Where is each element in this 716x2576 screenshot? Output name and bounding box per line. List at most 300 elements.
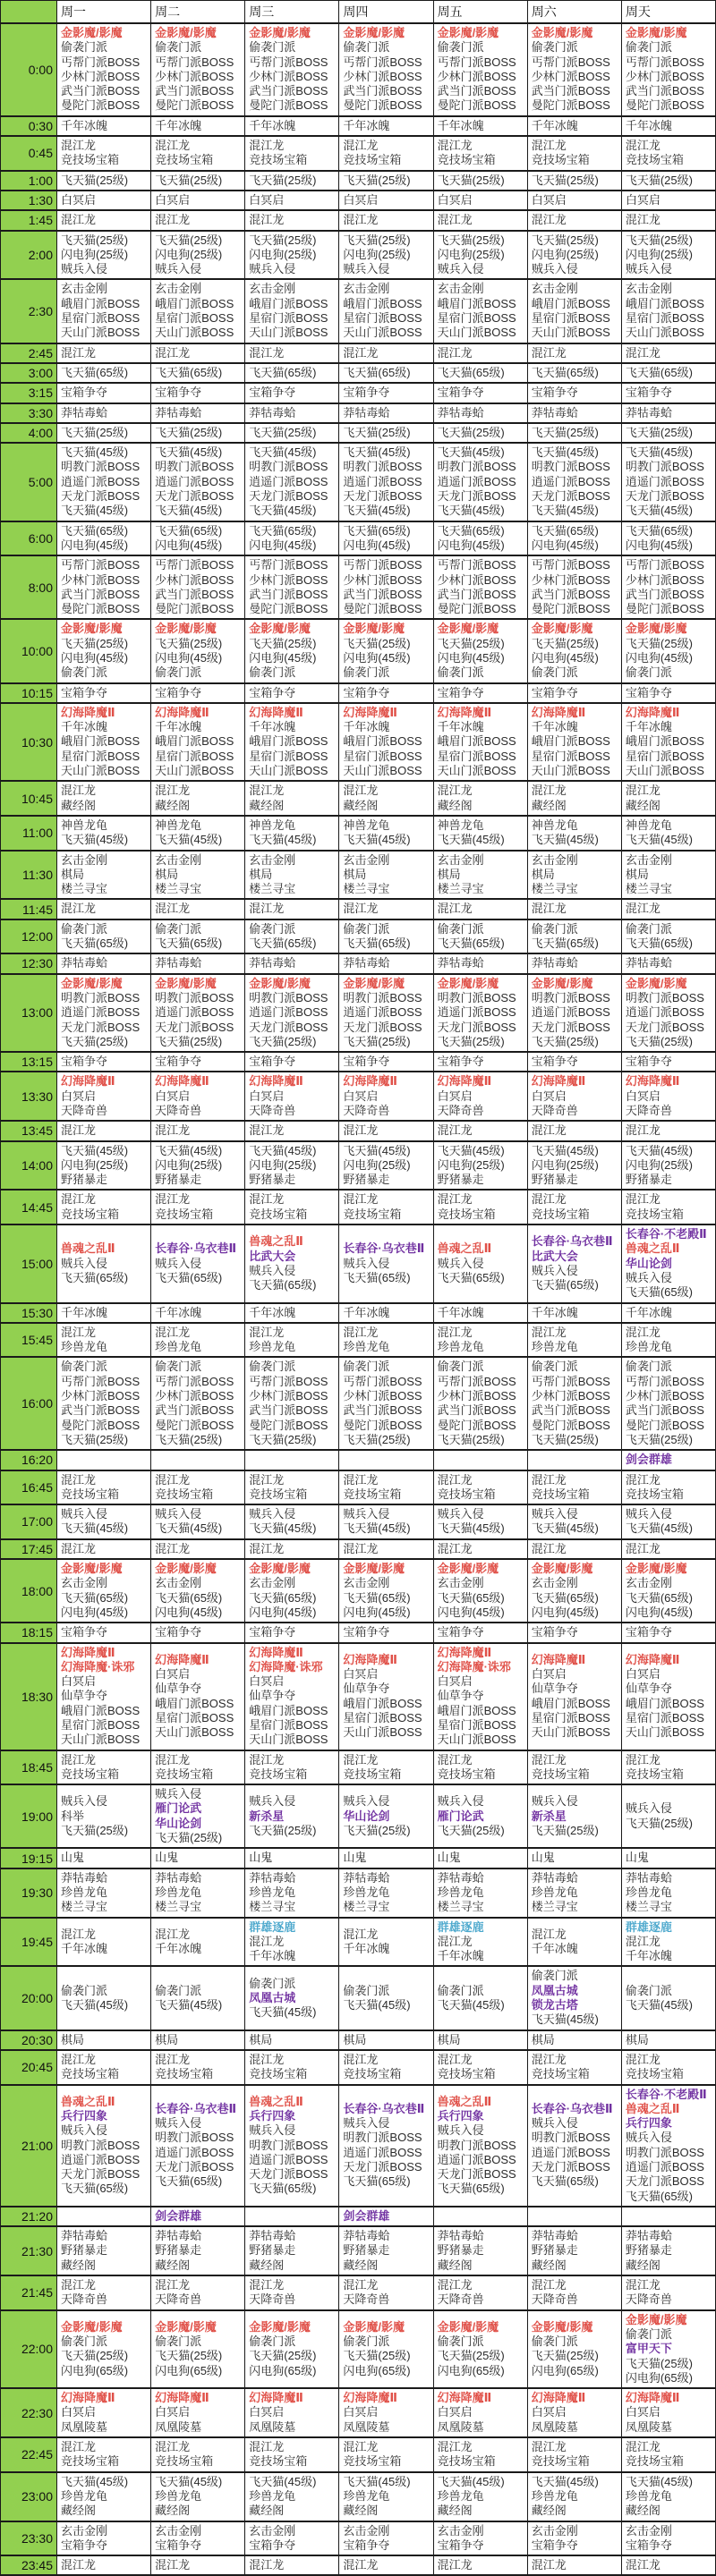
time-cell: 17:45 (1, 1540, 56, 1558)
event-line: 飞天猫(25级) (437, 233, 505, 247)
event-line: 竞技场宝箱 (343, 1207, 402, 1221)
event-line: 野猪暴走 (437, 1173, 484, 1187)
event-line: 逍遥门派BOSS (437, 1005, 516, 1020)
event-line: 飞天猫(45级) (437, 1998, 505, 2012)
event-line: 混江龙 (531, 1325, 567, 1339)
event-line: 玄击金刚 (249, 282, 296, 296)
event-line: 莽牯毒蛤 (155, 956, 202, 970)
event-line: 竞技场宝箱 (343, 2067, 402, 2081)
event-line: 明教门派BOSS (155, 2131, 234, 2145)
time-cell: 18:00 (1, 1560, 56, 1622)
event-line: 楼兰寻宝 (61, 1900, 108, 1914)
event-line: 逍遥门派BOSS (437, 2152, 516, 2166)
event-line: 飞天猫(25级) (343, 1823, 411, 1837)
event-cell (527, 1751, 621, 1784)
event-line: 飞天猫(45级) (249, 2474, 317, 2488)
event-line: 金影魔/影魔 (531, 1562, 593, 1576)
event-cell (527, 1849, 621, 1867)
event-line: 棋局 (249, 2032, 273, 2046)
event-cell (244, 1540, 338, 1558)
event-cell (244, 852, 338, 899)
event-cell (56, 620, 150, 682)
event-line: 逍遥门派BOSS (531, 2145, 610, 2159)
event-line: 混江龙 (437, 2278, 473, 2292)
event-cell (150, 900, 244, 918)
event-line: 闪电狗(25级) (343, 1157, 411, 1172)
event-line: 飞天猫(65级) (343, 1270, 411, 1284)
event-line: 白冥启 (531, 192, 567, 207)
event-line: 峨眉门派BOSS (155, 296, 234, 310)
event-line: 偷袭门派 (343, 921, 390, 936)
event-line: 金影魔/影魔 (625, 1562, 687, 1576)
event-cell (244, 424, 338, 442)
time-cell: 8:00 (1, 556, 56, 618)
event-line: 飞天猫(25级) (343, 2349, 411, 2363)
event-cell (527, 1471, 621, 1504)
event-line: 棋局 (249, 867, 273, 881)
event-line: 混江龙 (249, 345, 285, 360)
event-line: 飞天猫(25级) (625, 1432, 693, 1446)
event-line: 闪电狗(45级) (249, 650, 317, 665)
event-line: 藏经阁 (343, 798, 379, 812)
event-line: 混江龙 (61, 2278, 97, 2292)
event-line: 宝箱争夺 (61, 1055, 108, 1069)
event-line: 金影魔/影魔 (531, 622, 593, 636)
event-cell (244, 2473, 338, 2521)
event-cell (621, 2438, 715, 2471)
event-line: 华山论剑 (343, 1809, 390, 1823)
event-line: 贼兵入侵 (437, 262, 484, 276)
event-line: 白冥启 (249, 1674, 285, 1689)
event-line: 千年冰魄 (249, 1949, 296, 1963)
event-line: 星宿门派BOSS (61, 1717, 141, 1732)
event-cell (621, 2031, 715, 2049)
event-line: 天山门派BOSS (155, 326, 234, 340)
event-line: 群雄逐鹿 (625, 1919, 672, 1934)
event-line: 玄击金刚 (437, 852, 484, 867)
time-cell: 10:30 (1, 704, 56, 780)
event-line: 天龙门派BOSS (625, 489, 704, 504)
event-line: 星宿门派BOSS (625, 749, 704, 763)
event-cell (150, 2031, 244, 2049)
event-line: 飞天猫(25级) (155, 636, 223, 650)
event-line: 混江龙 (437, 784, 473, 798)
event-cell (150, 2473, 244, 2521)
event-line: 天龙门派BOSS (437, 1020, 516, 1034)
event-line: 飞天猫(65级) (343, 365, 411, 379)
event-line: 贼兵入侵 (61, 1507, 108, 1521)
event-line: 混江龙 (437, 213, 473, 227)
event-line: 玄击金刚 (155, 282, 202, 296)
event-line: 混江龙 (249, 1192, 285, 1207)
event-line: 竞技场宝箱 (531, 1207, 590, 1221)
event-cell (244, 954, 338, 972)
event-line: 混江龙 (343, 1123, 379, 1138)
time-cell: 2:00 (1, 232, 56, 279)
event-line: 峨眉门派BOSS (437, 734, 516, 749)
event-line: 武当门派BOSS (531, 587, 610, 601)
corner-cell (1, 1, 56, 22)
event-line: 贼兵入侵 (625, 1270, 672, 1284)
event-line: 混江龙 (249, 1541, 285, 1555)
event-line: 宝箱争夺 (437, 1055, 484, 1069)
event-line: 混江龙 (625, 2558, 661, 2572)
event-line: 混江龙 (343, 139, 379, 153)
event-line: 雁门论武 (155, 1801, 202, 1816)
event-line: 金影魔/影魔 (437, 1562, 499, 1576)
event-cell (150, 975, 244, 1051)
event-line: 贼兵入侵 (625, 1801, 672, 1816)
day-header-label: 周二 (155, 4, 181, 19)
event-cell (433, 684, 527, 702)
event-line: 玄击金刚 (343, 852, 390, 867)
day-header-5 (433, 1, 527, 22)
schedule-row-13-45 (1, 1122, 715, 1141)
event-cell (150, 1358, 244, 1449)
event-cell (338, 1785, 432, 1847)
event-line: 混江龙 (61, 1192, 97, 1207)
event-line: 白冥启 (531, 2405, 567, 2419)
event-line: 少林门派BOSS (531, 572, 610, 587)
event-cell (621, 556, 715, 618)
event-cell (433, 1849, 527, 1867)
event-line: 白冥启 (437, 1089, 473, 1103)
event-cell (150, 2556, 244, 2574)
event-cell (338, 1919, 432, 1966)
time-cell: 14:45 (1, 1191, 56, 1224)
schedule-row-11-00 (1, 817, 715, 852)
event-line: 竞技场宝箱 (437, 1487, 496, 1501)
event-line: 飞天猫(25级) (343, 636, 411, 650)
event-line: 少林门派BOSS (343, 572, 422, 587)
event-line: 偷袭门派 (531, 921, 578, 936)
event-line: 飞天猫(65级) (343, 2174, 411, 2189)
event-cell (56, 2207, 150, 2225)
event-cell (527, 344, 621, 362)
event-line: 丐帮门派BOSS (437, 55, 516, 69)
schedule-row-23-30 (1, 2522, 715, 2557)
event-line: 武当门派BOSS (155, 587, 234, 601)
event-line: 少林门派BOSS (625, 1389, 704, 1403)
event-line: 天龙门派BOSS (155, 489, 234, 504)
event-line: 白冥启 (61, 192, 97, 207)
event-cell (56, 344, 150, 362)
event-cell (56, 704, 150, 780)
event-line: 逍遥门派BOSS (249, 2152, 328, 2166)
event-line: 藏经阁 (531, 2504, 567, 2518)
event-line: 幻海降魔Ⅱ (437, 1645, 492, 1659)
event-line: 星宿门派BOSS (437, 311, 516, 326)
event-cell (338, 137, 432, 170)
time-cell: 10:00 (1, 620, 56, 682)
event-line: 丐帮门派BOSS (437, 558, 516, 572)
event-line: 混江龙 (437, 1752, 473, 1767)
event-cell (621, 1505, 715, 1538)
event-line: 千年冰魄 (61, 1305, 108, 1319)
event-line: 竞技场宝箱 (343, 2454, 402, 2469)
time-cell: 2:45 (1, 344, 56, 362)
event-line: 天龙门派BOSS (343, 489, 422, 504)
event-cell (527, 2438, 621, 2471)
event-line: 棋局 (61, 867, 85, 881)
event-line: 丐帮门派BOSS (437, 1374, 516, 1388)
event-line: 逍遥门派BOSS (531, 1005, 610, 1020)
event-line: 楼兰寻宝 (531, 882, 578, 896)
event-line: 竞技场宝箱 (625, 1207, 684, 1221)
event-line: 武当门派BOSS (155, 84, 234, 98)
event-cell (56, 1623, 150, 1641)
event-line: 金影魔/影魔 (437, 622, 499, 636)
event-line: 金影魔/影魔 (249, 622, 311, 636)
time-cell: 6:00 (1, 522, 56, 555)
event-cell (338, 1122, 432, 1140)
time-cell: 13:15 (1, 1053, 56, 1071)
event-line: 飞天猫(25级) (61, 425, 129, 439)
event-cell (150, 556, 244, 618)
event-cell (527, 232, 621, 279)
event-line: 混江龙 (531, 2440, 567, 2454)
event-line: 闪电狗(45级) (343, 1605, 411, 1619)
event-line: 天龙门派BOSS (625, 2174, 704, 2189)
event-line: 武当门派BOSS (437, 587, 516, 601)
event-line: 金影魔/影魔 (437, 26, 499, 39)
event-line: 竞技场宝箱 (625, 2454, 684, 2469)
event-line: 混江龙 (249, 2052, 285, 2066)
event-line: 莽牯毒蛤 (249, 405, 296, 419)
event-cell (527, 1225, 621, 1301)
event-line: 飞天猫(25级) (343, 173, 411, 187)
event-line: 幻海降魔Ⅱ (437, 1074, 492, 1089)
event-line: 贼兵入侵 (155, 262, 202, 276)
event-line: 偷袭门派 (61, 921, 108, 936)
event-line: 偷袭门派 (625, 2326, 672, 2341)
event-line: 飞天猫(25级) (437, 425, 505, 439)
time-cell: 23:00 (1, 2473, 56, 2521)
event-line: 莽牯毒蛤 (531, 1870, 578, 1885)
event-line: 神兽龙龟 (343, 818, 390, 832)
event-line: 逍遥门派BOSS (249, 474, 328, 488)
schedule-row-3-30 (1, 404, 715, 424)
event-line: 明教门派BOSS (625, 990, 704, 1004)
event-line: 珍兽龙龟 (155, 1885, 202, 1899)
event-line: 竞技场宝箱 (61, 1487, 120, 1501)
event-line: 莽牯毒蛤 (155, 405, 202, 419)
event-line: 贼兵入侵 (155, 1507, 202, 1521)
event-line: 混江龙 (531, 345, 567, 360)
event-line: 飞天猫(65级) (343, 936, 411, 951)
event-line: 武当门派BOSS (437, 1403, 516, 1418)
event-cell (56, 1072, 150, 1120)
event-line: 偷袭门派 (249, 1360, 296, 1374)
event-line: 混江龙 (531, 2278, 567, 2292)
event-line: 丐帮门派BOSS (343, 1374, 422, 1388)
event-line: 飞天猫(45级) (155, 504, 223, 518)
event-line: 星宿门派BOSS (343, 749, 422, 763)
event-line: 神兽龙龟 (625, 818, 672, 832)
event-line: 少林门派BOSS (61, 572, 141, 587)
event-cell (244, 344, 338, 362)
event-cell (338, 1191, 432, 1224)
event-line: 武当门派BOSS (249, 84, 328, 98)
time-cell: 3:15 (1, 384, 56, 402)
event-cell (150, 704, 244, 780)
event-line: 混江龙 (249, 213, 285, 227)
event-cell (433, 920, 527, 953)
event-line: 莽牯毒蛤 (625, 956, 672, 970)
event-line: 棋局 (531, 867, 555, 881)
event-cell (433, 900, 527, 918)
event-line: 明教门派BOSS (61, 990, 141, 1004)
event-line: 峨眉门派BOSS (625, 296, 704, 310)
event-line: 珍兽龙龟 (61, 1340, 108, 1354)
event-line: 野猪暴走 (61, 1173, 108, 1187)
event-line: 天山门派BOSS (343, 1725, 422, 1740)
event-line: 星宿门派BOSS (249, 1717, 328, 1732)
event-line: 玄击金刚 (625, 2523, 672, 2538)
event-cell (150, 1225, 244, 1301)
event-line: 偷袭门派 (343, 665, 390, 680)
event-line: 飞天猫(65级) (155, 936, 223, 951)
event-cell (56, 2276, 150, 2309)
event-line: 贼兵入侵 (61, 1794, 108, 1809)
event-line: 曼陀门派BOSS (437, 1418, 516, 1432)
event-line: 山鬼 (343, 1851, 367, 1865)
event-line: 飞天猫(25级) (437, 636, 505, 650)
event-cell (433, 364, 527, 382)
event-line: 峨眉门派BOSS (61, 296, 141, 310)
schedule-row-23-00 (1, 2473, 715, 2522)
event-line: 天龙门派BOSS (625, 1020, 704, 1034)
event-line: 宝箱争夺 (343, 386, 390, 400)
event-line: 曼陀门派BOSS (249, 602, 328, 616)
event-line: 天山门派BOSS (155, 764, 234, 778)
event-line: 藏经阁 (249, 2258, 285, 2272)
schedule-row-10-45 (1, 782, 715, 817)
event-cell (150, 211, 244, 229)
event-line: 宝箱争夺 (625, 386, 672, 400)
event-line: 飞天猫(65级) (437, 1590, 505, 1605)
event-cell (338, 191, 432, 209)
event-line: 棋局 (343, 867, 367, 881)
event-line: 飞天猫(45级) (155, 1998, 223, 2012)
event-line: 飞天猫(45级) (155, 445, 223, 460)
event-line: 飞天猫(65级) (343, 523, 411, 538)
schedule-row-16-45 (1, 1471, 715, 1506)
event-line: 飞天猫(65级) (625, 523, 693, 538)
event-line: 混江龙 (61, 784, 97, 798)
event-line: 白冥启 (343, 192, 379, 207)
event-line: 千年冰魄 (155, 720, 202, 734)
event-cell (433, 2556, 527, 2574)
event-cell (150, 364, 244, 382)
event-line: 飞天猫(45级) (343, 2474, 411, 2488)
event-cell (338, 1751, 432, 1784)
event-line: 混江龙 (625, 2052, 661, 2066)
schedule-row-18-00 (1, 1560, 715, 1623)
event-line: 天龙门派BOSS (437, 2167, 516, 2182)
day-header-label: 周一 (61, 4, 86, 19)
event-line: 山鬼 (437, 1851, 461, 1865)
event-cell (56, 2311, 150, 2387)
event-line: 贼兵入侵 (437, 1507, 484, 1521)
event-line: 天龙门派BOSS (249, 489, 328, 504)
event-line: 玄击金刚 (343, 1576, 390, 1590)
event-cell (244, 900, 338, 918)
event-line: 少林门派BOSS (155, 69, 234, 83)
event-cell (338, 2051, 432, 2084)
event-line: 竞技场宝箱 (625, 153, 684, 167)
event-line: 白冥启 (343, 1666, 379, 1681)
event-cell (244, 1505, 338, 1538)
event-line: 明教门派BOSS (249, 2138, 328, 2152)
event-cell (433, 172, 527, 190)
event-cell (56, 852, 150, 899)
event-cell (150, 2276, 244, 2309)
event-cell (621, 1358, 715, 1449)
event-line: 富甲天下 (625, 2342, 672, 2356)
event-cell (621, 2051, 715, 2084)
event-line: 金影魔/影魔 (343, 976, 405, 990)
event-cell (621, 117, 715, 135)
event-cell (150, 620, 244, 682)
event-line: 贼兵入侵 (343, 1507, 390, 1521)
event-line: 峨眉门派BOSS (61, 1703, 141, 1717)
event-cell (433, 852, 527, 899)
event-line: 闪电狗(45级) (249, 538, 317, 552)
time-cell: 19:00 (1, 1785, 56, 1847)
event-line: 天龙门派BOSS (61, 489, 141, 504)
event-cell (433, 1142, 527, 1190)
event-line: 混江龙 (437, 1123, 473, 1138)
event-cell (244, 1560, 338, 1622)
event-line: 混江龙 (155, 2558, 191, 2572)
event-line: 丐帮门派BOSS (61, 558, 141, 572)
event-line: 华山论剑 (625, 1256, 672, 1270)
event-line: 丐帮门派BOSS (531, 55, 610, 69)
event-line: 金影魔/影魔 (625, 622, 687, 636)
event-line: 天山门派BOSS (625, 326, 704, 340)
event-cell (621, 1560, 715, 1622)
event-line: 偷袭门派 (249, 921, 296, 936)
event-line: 曼陀门派BOSS (531, 1418, 610, 1432)
event-line: 飞天猫(45级) (343, 1143, 411, 1157)
event-line: 飞天猫(65级) (61, 936, 129, 951)
event-cell (621, 684, 715, 702)
event-line: 混江龙 (343, 2052, 379, 2066)
event-line: 兽魂之乱Ⅱ (437, 2094, 492, 2108)
event-line: 贼兵入侵 (437, 1256, 484, 1270)
event-cell (621, 384, 715, 402)
schedule-row-22-45 (1, 2438, 715, 2473)
event-cell (150, 1644, 244, 1750)
event-cell (433, 1304, 527, 1322)
schedule-row-13-15 (1, 1053, 715, 1072)
event-line: 竞技场宝箱 (249, 2067, 308, 2081)
event-cell (338, 172, 432, 190)
event-cell (150, 384, 244, 402)
event-line: 逍遥门派BOSS (61, 1005, 141, 1020)
event-cell (433, 1540, 527, 1558)
event-line: 混江龙 (531, 2558, 567, 2572)
time-cell: 17:00 (1, 1505, 56, 1538)
event-line: 天龙门派BOSS (249, 1020, 328, 1034)
event-cell (338, 344, 432, 362)
event-line: 白冥启 (625, 1666, 661, 1681)
event-cell (150, 280, 244, 342)
event-line: 飞天猫(25级) (155, 425, 223, 439)
event-line: 丐帮门派BOSS (343, 55, 422, 69)
time-cell: 20:30 (1, 2031, 56, 2049)
